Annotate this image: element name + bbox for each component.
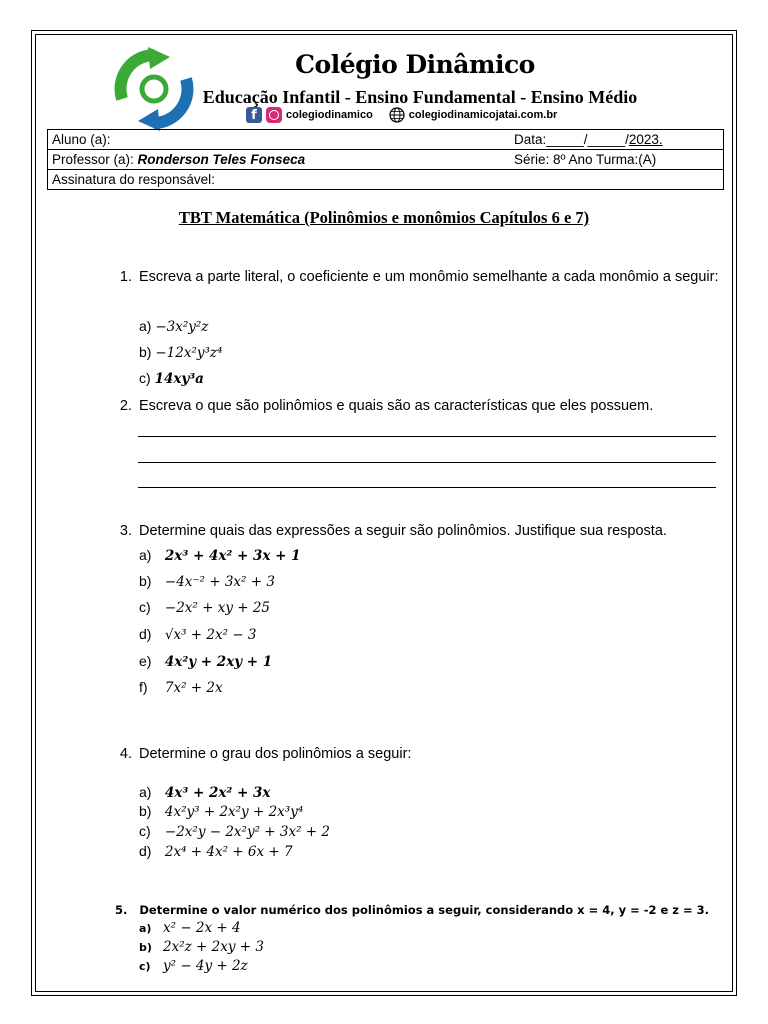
question-text: Determine o valor numérico dos polinômios a seguir, considerando x = 4, y = -2 e z = 3. xyxy=(139,903,710,917)
teacher-row xyxy=(48,150,724,170)
teacher-field: Professor (a): Ronderson Teles Fonseca xyxy=(52,152,306,167)
question-number: 4. xyxy=(119,746,132,762)
facebook-icon: f xyxy=(246,107,262,123)
student-info-table xyxy=(47,129,724,190)
q3-item-a: a) 2x³ + 4x² + 3x + 1 xyxy=(139,547,301,564)
q4-item-c: c) −2x²y − 2x²y² + 3x² + 2 xyxy=(139,823,330,840)
q4-item-d: d) 2x⁴ + 4x² + 6x + 7 xyxy=(139,843,293,860)
question-number: 5. xyxy=(115,903,128,917)
q5-item-c: c) y² − 4y + 2z xyxy=(139,958,248,974)
q5-item-b: b) 2x²z + 2xy + 3 xyxy=(139,939,264,955)
instagram-handle: colegiodinamico xyxy=(286,109,373,121)
answer-line[interactable] xyxy=(138,436,716,437)
question-number: 1. xyxy=(119,269,132,285)
question-text: Determine o grau dos polinômios a seguir: xyxy=(139,746,412,762)
school-subtitle: Educação Infantil - Ensino Fundamental - Ensino Médio xyxy=(202,87,638,107)
answer-line[interactable] xyxy=(138,487,716,488)
q4-item-a: a) 4x³ + 2x² + 3x xyxy=(139,784,271,801)
signature-label: Assinatura do responsável: xyxy=(52,172,215,187)
school-name: Colégio Dinâmico xyxy=(295,50,535,79)
q3-item-f: f) 7x² + 2x xyxy=(139,679,223,696)
teacher-name: Ronderson Teles Fonseca xyxy=(137,152,306,167)
globe-icon xyxy=(389,107,405,123)
website-url: colegiodinamicojatai.com.br xyxy=(408,109,558,121)
social-links xyxy=(246,106,557,124)
q1-item-a: a) −3x²y²z xyxy=(139,318,209,335)
q3-item-c: c) −2x² + xy + 25 xyxy=(139,599,271,616)
q1-item-b: b) −12x²y³z⁴ xyxy=(139,344,223,361)
question-5 xyxy=(115,903,709,917)
answer-line[interactable] xyxy=(138,462,716,463)
q3-item-e: e) 4x²y + 2xy + 1 xyxy=(139,653,273,670)
question-number: 3. xyxy=(119,523,132,539)
student-row xyxy=(48,130,724,150)
instagram-icon xyxy=(266,107,282,123)
signature-row xyxy=(48,170,724,190)
q3-item-d: d) √x³ + 2x² − 3 xyxy=(139,626,257,643)
series-field: Série: 8º Ano Turma:(A) xyxy=(514,152,657,167)
page-title: TBT Matemática (Polinômios e monômios Capítulos 6 e 7) xyxy=(178,208,590,227)
q5-item-a: a) x² − 2x + 4 xyxy=(139,920,241,936)
q3-item-b: b) −4x⁻² + 3x² + 3 xyxy=(139,573,275,590)
question-text: Escreva a parte literal, o coeficiente e um monômio semelhante a cada monômio a seguir: xyxy=(139,269,719,285)
question-text: Determine quais das expressões a seguir são polinômios. Justifique sua resposta. xyxy=(139,523,667,539)
question-text: Escreva o que são polinômios e quais são as características que eles possuem. xyxy=(139,398,654,414)
date-year: 2023. xyxy=(628,132,663,147)
question-number: 2. xyxy=(119,398,132,414)
q1-item-c: c) 14xy³a xyxy=(139,370,204,387)
q4-item-b: b) 4x²y³ + 2x²y + 2x³y⁴ xyxy=(139,803,304,820)
logo-icon xyxy=(108,47,200,131)
student-label: Aluno (a): xyxy=(52,132,111,147)
date-field: Data:_____/_____/2023. xyxy=(514,132,663,147)
